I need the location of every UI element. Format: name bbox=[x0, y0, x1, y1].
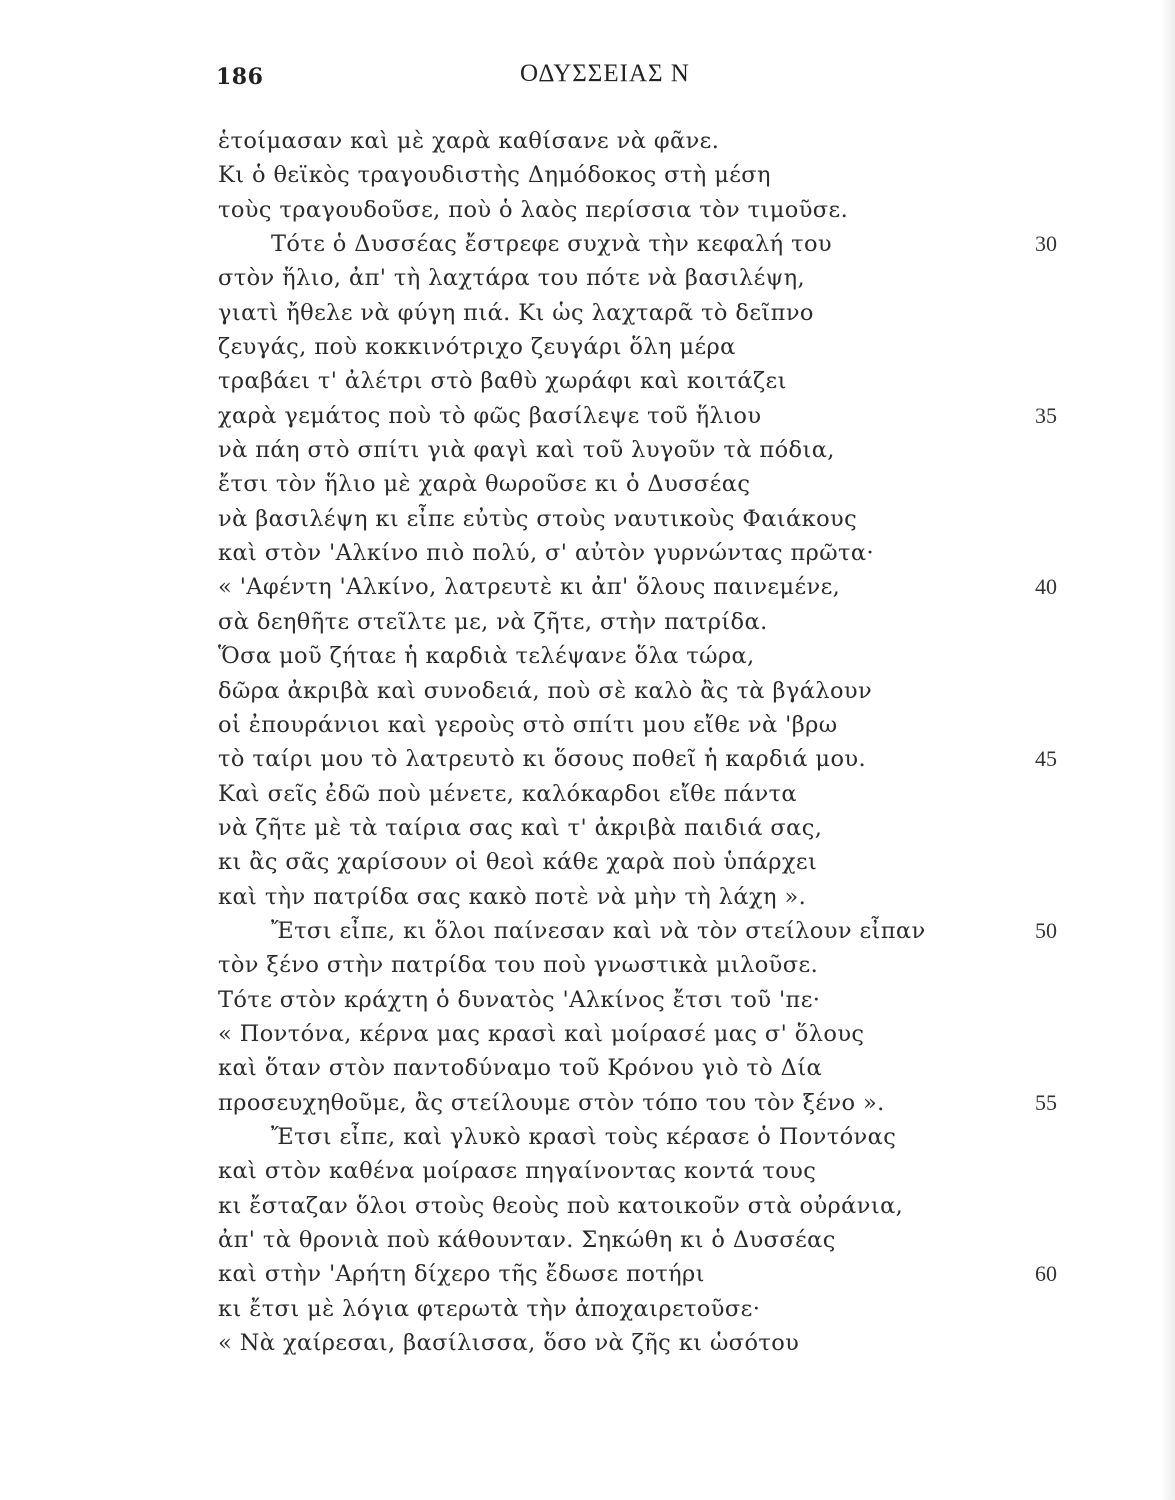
verse-text: τοὺς τραγουδοῦσε, ποὺ ὁ λαὸς περίσσια τὸν τιμοῦσε. bbox=[218, 196, 849, 223]
verse-text: Κι ὁ θεϊκὸς τραγουδιστὴς Δημόδοκος στὴ μέση bbox=[218, 162, 771, 189]
page-number: 186 bbox=[216, 64, 264, 90]
verse-line bbox=[0, 708, 1175, 742]
verse-text: τὸν ξένο στὴν πατρίδα του ποὺ γνωστικὰ μιλοῦσε. bbox=[218, 952, 819, 979]
verse-text: Τότε ὁ Δυσσέας ἔστρεφε συχνὰ τὴν κεφαλή του bbox=[271, 231, 832, 258]
verse-text: « Νὰ χαίρεσαι, βασίλισσα, ὅσο νὰ ζῆς κι ὡσότου bbox=[218, 1330, 800, 1357]
verse-text: Καὶ σεῖς ἐδῶ ποὺ μένετε, καλόκαρδοι εἴθε πάντα bbox=[218, 780, 798, 807]
verse-text: τὸ ταίρι μου τὸ λατρευτὸ κι ὅσους ποθεῖ ἡ καρδιά μου. bbox=[218, 746, 867, 773]
verse-text: νὰ ζῆτε μὲ τὰ ταίρια σας καὶ τ' ἀκριβὰ παιδιά σας, bbox=[218, 814, 823, 841]
page-header bbox=[0, 60, 1175, 96]
verse-line bbox=[0, 1120, 1175, 1154]
verse-text: σὰ δεηθῆτε στεῖλτε με, νὰ ζῆτε, στὴν πατρίδα. bbox=[218, 608, 768, 635]
verse-line bbox=[0, 399, 1175, 433]
verse-text: καὶ στὴν 'Αρήτη δίχερο τῆς ἔδωσε ποτήρι bbox=[218, 1261, 705, 1288]
verse-text: « Ποντόνα, κέρνα μας κρασὶ καὶ μοίρασέ μας σ' ὅλους bbox=[218, 1020, 865, 1047]
verse-text: « 'Αφέντη 'Αλκίνο, λατρευτὲ κι ἀπ' ὅλους παινεμένε, bbox=[218, 574, 841, 601]
verse-text: κι ἂς σᾶς χαρίσουν οἱ θεοὶ κάθε χαρὰ ποὺ ὑπάρχει bbox=[218, 849, 818, 876]
verse-line bbox=[0, 433, 1175, 467]
verse-line bbox=[0, 777, 1175, 811]
verse-line bbox=[0, 1326, 1175, 1360]
verse-line bbox=[0, 364, 1175, 398]
verse-text: γιατὶ ἤθελε νὰ φύγη πιά. Κι ὡς λαχταρᾶ τὸ δεῖπνο bbox=[218, 299, 814, 326]
verse-text: κι ἔτσι μὲ λόγια φτερωτὰ τὴν ἀποχαιρετοῦσε· bbox=[218, 1295, 761, 1322]
verse-text: καὶ τὴν πατρίδα σας κακὸ ποτὲ νὰ μὴν τὴ λάχη ». bbox=[218, 883, 807, 910]
verse-text: Τότε στὸν κράχτη ὁ δυνατὸς 'Αλκίνος ἔτσι τοῦ 'πε· bbox=[218, 986, 821, 1013]
verse-line bbox=[0, 845, 1175, 879]
verse-line bbox=[0, 467, 1175, 501]
verse-line bbox=[0, 639, 1175, 673]
verse-line bbox=[0, 742, 1175, 776]
verse-text: Ἔτσι εἶπε, κι ὅλοι παίνεσαν καὶ νὰ τὸν στείλουν εἶπαν bbox=[271, 917, 926, 944]
verse-line bbox=[0, 261, 1175, 295]
verse-line bbox=[0, 1189, 1175, 1223]
verse-text: Ὅσα μοῦ ζήταε ἡ καρδιὰ τελέψανε ὅλα τώρα, bbox=[218, 643, 755, 670]
verse-line bbox=[0, 536, 1175, 570]
verse-line bbox=[0, 1292, 1175, 1326]
verse-line bbox=[0, 1257, 1175, 1291]
verse-line bbox=[0, 674, 1175, 708]
verse-line bbox=[0, 1051, 1175, 1085]
verse-text: δῶρα ἀκριβὰ καὶ συνοδειά, ποὺ σὲ καλὸ ἂς τὰ βγάλουν bbox=[218, 677, 873, 704]
line-number: 30 bbox=[1035, 231, 1057, 257]
line-number: 35 bbox=[1035, 402, 1057, 428]
verse-line bbox=[0, 502, 1175, 536]
verse-text: χαρὰ γεμάτος ποὺ τὸ φῶς βασίλεψε τοῦ ἥλιου bbox=[218, 402, 762, 429]
verse-line bbox=[0, 1154, 1175, 1188]
line-number: 50 bbox=[1035, 917, 1057, 943]
verse-text: καὶ στὸν καθένα μοίρασε πηγαίνοντας κοντά τους bbox=[218, 1158, 817, 1185]
line-number: 40 bbox=[1035, 574, 1057, 600]
verse-text: ἔτσι τὸν ἥλιο μὲ χαρὰ θωροῦσε κι ὁ Δυσσέας bbox=[218, 471, 751, 498]
verse-line bbox=[0, 330, 1175, 364]
verse-line bbox=[0, 811, 1175, 845]
verse-line bbox=[0, 158, 1175, 192]
verse-line bbox=[0, 880, 1175, 914]
verse-line bbox=[0, 193, 1175, 227]
verse-line bbox=[0, 1017, 1175, 1051]
verse-text: κι ἔσταζαν ὅλοι στοὺς θεοὺς ποὺ κατοικοῦν στὰ οὐράνια, bbox=[218, 1192, 904, 1219]
poem-body bbox=[0, 124, 1175, 1360]
verse-text: στὸν ἥλιο, ἀπ' τὴ λαχτάρα του πότε νὰ βασιλέψη, bbox=[218, 265, 806, 292]
verse-line bbox=[0, 296, 1175, 330]
verse-text: νὰ πάη στὸ σπίτι γιὰ φαγὶ καὶ τοῦ λυγοῦν τὰ πόδια, bbox=[218, 437, 835, 464]
line-number: 45 bbox=[1035, 746, 1057, 772]
running-title: ΟΔΥΣΣΕΙΑΣ Ν bbox=[520, 60, 690, 87]
verse-line bbox=[0, 1223, 1175, 1257]
verse-text: καὶ στὸν 'Αλκίνο πιὸ πολύ, σ' αὐτὸν γυρνώντας πρῶτα· bbox=[218, 540, 875, 567]
verse-line bbox=[0, 914, 1175, 948]
verse-text: ζευγάς, ποὺ κοκκινότριχο ζευγάρι ὅλη μέρα bbox=[218, 334, 736, 361]
verse-text: οἱ ἐπουράνιοι καὶ γεροὺς στὸ σπίτι μου εἴθε νὰ 'βρω bbox=[218, 711, 838, 738]
verse-line bbox=[0, 983, 1175, 1017]
verse-line bbox=[0, 948, 1175, 982]
line-number: 55 bbox=[1035, 1089, 1057, 1115]
verse-line bbox=[0, 227, 1175, 261]
verse-text: τραβάει τ' ἀλέτρι στὸ βαθὺ χωράφι καὶ κοιτάζει bbox=[218, 368, 787, 395]
verse-text: καὶ ὅταν στὸν παντοδύναμο τοῦ Κρόνου γιὸ τὸ Δία bbox=[218, 1055, 823, 1082]
verse-line bbox=[0, 570, 1175, 604]
verse-text: ἑτοίμασαν καὶ μὲ χαρὰ καθίσανε νὰ φᾶνε. bbox=[218, 128, 720, 154]
verse-line bbox=[0, 1086, 1175, 1120]
verse-text: ἀπ' τὰ θρονιὰ ποὺ κάθουνταν. Σηκώθη κι ὁ Δυσσέας bbox=[218, 1227, 836, 1253]
line-number: 60 bbox=[1035, 1261, 1057, 1287]
verse-text: προσευχηθοῦμε, ἂς στείλουμε στὸν τόπο του τὸν ξένο ». bbox=[218, 1089, 885, 1116]
verse-text: νὰ βασιλέψη κι εἶπε εὐτὺς στοὺς ναυτικοὺς Φαιάκους bbox=[218, 505, 858, 532]
verse-line bbox=[0, 124, 1175, 158]
verse-line bbox=[0, 605, 1175, 639]
verse-text: Ἔτσι εἶπε, καὶ γλυκὸ κρασὶ τοὺς κέρασε ὁ Ποντόνας bbox=[271, 1123, 897, 1150]
